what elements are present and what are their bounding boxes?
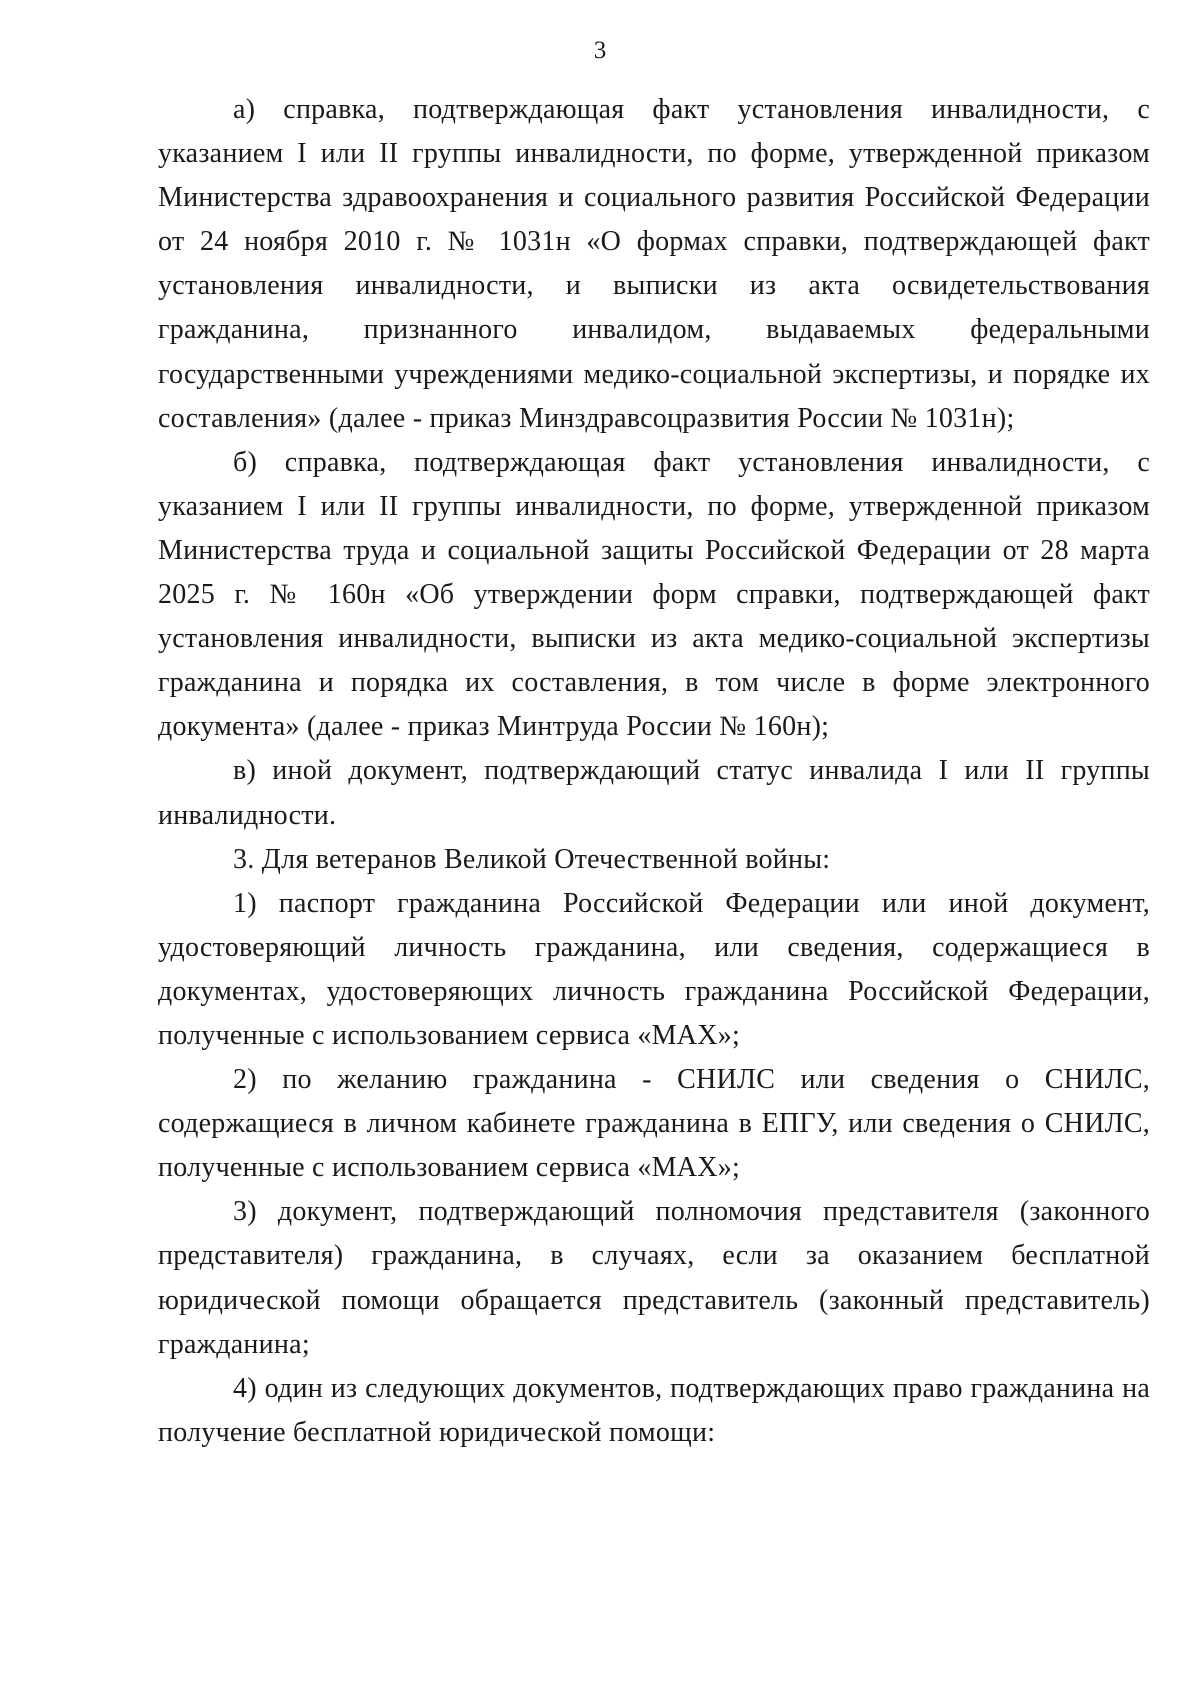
paragraph-v: в) иной документ, подтверждающий статус инвалида I или II группы инвалидности. [158, 755, 1150, 831]
item-1: 1) паспорт гражданина Российской Федерации или иной документ, удостоверяющий личность гражданина, или сведения, содержащиеся в документах, удостоверяющих личность гражданина Российской Федерации, полученные с использованием сервиса «MAX»; [158, 887, 1150, 1051]
item-2: 2) по желанию гражданина - СНИЛС или сведения о СНИЛС, содержащиеся в личном кабинете гражданина в ЕПГУ, или сведения о СНИЛС, полученные с использованием сервиса «MAX»; [158, 1064, 1150, 1184]
section-3-heading: 3. Для ветеранов Великой Отечественной войны: [233, 843, 831, 875]
paragraph-b: б) справка, подтверждающая факт установления инвалидности, с указанием I или II группы инвалидности, по форме, утвержденной приказом Министерства труда и социальной защиты Российской Федерации от 28 марта 2025 г. № 160н «Об утверждении форм справки, подтверждающей факт установления инвалидности, выписки из акта медико-социальной экспертизы гражданина и порядка их составления, в том числе в форме электронного документа» (далее - приказ Минтруда России № 160н); [158, 446, 1150, 743]
document-body [158, 88, 1150, 1455]
item-3: 3) документ, подтверждающий полномочия представителя (законного представителя) гражданина, в случаях, если за оказанием бесплатной юридической помощи обращается представитель (законный представитель) гражданина; [158, 1196, 1150, 1360]
page-number: 3 [593, 37, 607, 64]
paragraph-a: а) справка, подтверждающая факт установления инвалидности, с указанием I или II группы инвалидности, по форме, утвержденной приказом Министерства здравоохранения и социального развития Российской Федерации от 24 ноября 2010 г. № 1031н «О формах справки, подтверждающей факт установления инвалидности, и выписки из акта освидетельствования гражданина, признанного инвалидом, выдаваемых федеральными государственными учреждениями медико-социальной экспертизы, и порядке их составления» (далее - приказ Минздравсоцразвития России № 1031н); [158, 94, 1150, 434]
item-4: 4) один из следующих документов, подтверждающих право гражданина на получение бесплатной юридической помощи: [158, 1372, 1150, 1448]
